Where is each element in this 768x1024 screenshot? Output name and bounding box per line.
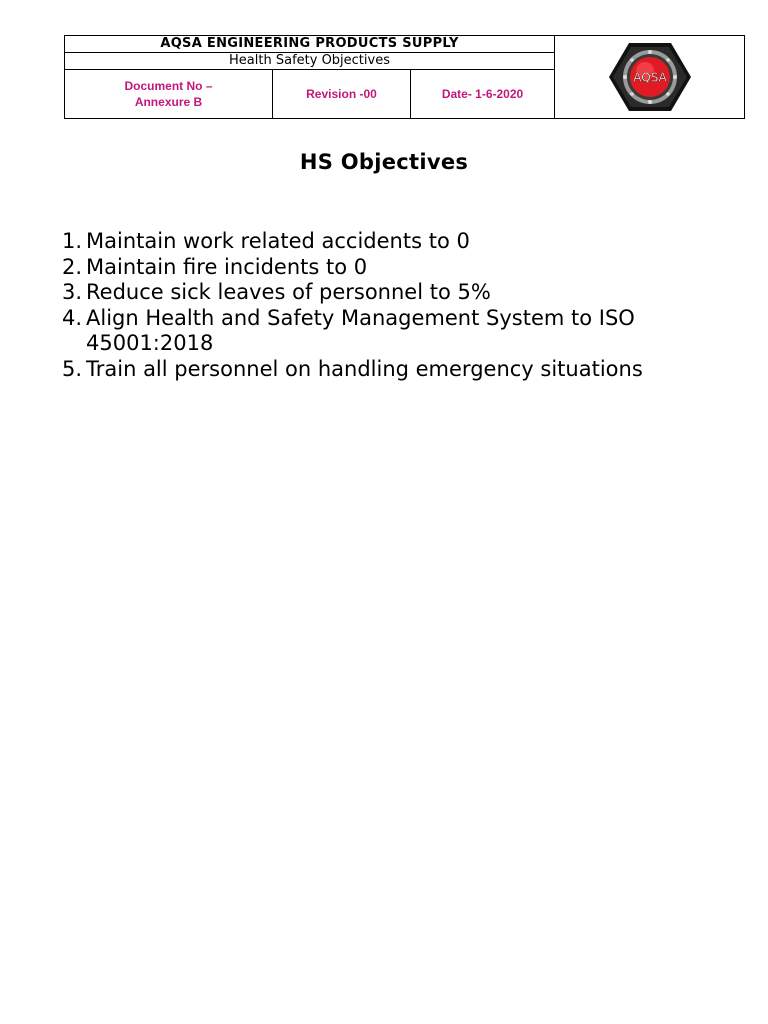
list-item (62, 280, 722, 306)
document-number (65, 70, 273, 119)
list-item-text: Align Health and Safety Management System to ISO 45001:2018 (86, 305, 635, 355)
list-item-number: 5. (62, 356, 83, 381)
list-item (62, 306, 722, 357)
date: Date- 1-6-2020 (411, 70, 555, 119)
list-item (62, 255, 722, 281)
list-item-text: Reduce sick leaves of personnel to 5% (86, 280, 491, 304)
list-item (62, 229, 722, 255)
list-item-number: 2. (62, 254, 83, 279)
hex-nut-logo-icon (607, 41, 693, 113)
list-item-text: Train all personnel on handling emergency situations (86, 356, 643, 381)
document-header-table (64, 35, 745, 119)
list-item-number: 4. (62, 305, 83, 330)
list-item-number: 1. (62, 229, 83, 253)
logo-wrapper (555, 36, 744, 118)
objectives-list (62, 229, 722, 382)
document-number-line1: Document No – (124, 79, 213, 93)
logo-cell (555, 36, 745, 119)
revision: Revision -00 (273, 70, 411, 119)
list-item (62, 357, 722, 383)
logo-text: AQSA (632, 70, 667, 85)
list-item-text: Maintain work related accidents to 0 (86, 229, 470, 253)
page-title: HS Objectives (299, 150, 469, 174)
document-number-line2: Annexure B (134, 95, 203, 109)
list-item-text: Maintain fire incidents to 0 (86, 254, 368, 279)
list-item-number: 3. (62, 280, 83, 304)
company-name: AQSA ENGINEERING PRODUCTS SUPPLY (65, 36, 555, 53)
document-title: Health Safety Objectives (65, 53, 555, 70)
